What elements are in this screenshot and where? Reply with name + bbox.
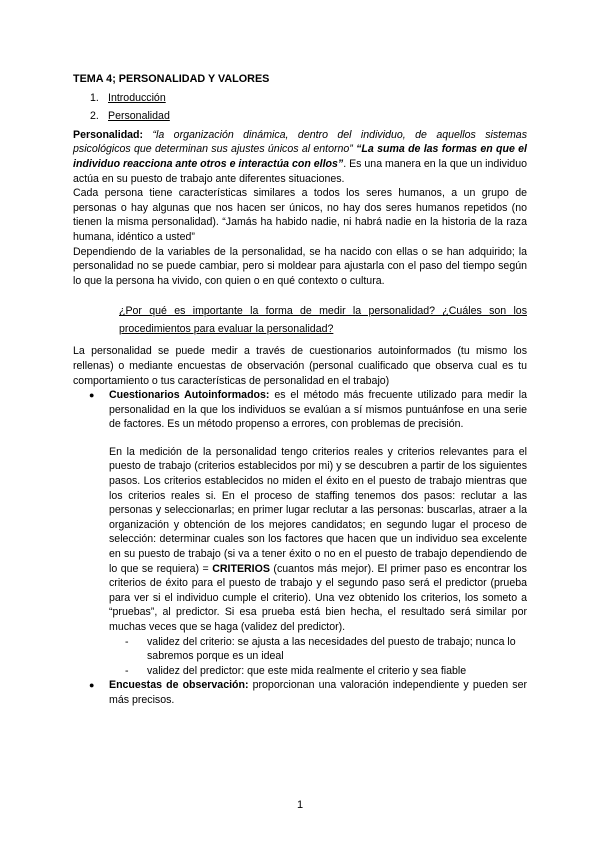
list-item (73, 678, 527, 707)
table-of-contents (73, 91, 527, 124)
list-item (73, 388, 527, 678)
measure-paragraph: La personalidad se puede medir a través de cuestionarios autoinformados (tu mismo los rellenas) o mediante encuestas de observación (personal cualificado que observa cual es tu comportamiento o tus características de personalidad en el trabajo) (73, 345, 527, 387)
validity-list (109, 635, 527, 679)
definition-paragraph (73, 128, 527, 186)
bullet-icon: ● (89, 680, 95, 691)
dash-icon: - (125, 664, 129, 677)
definition-term: Personalidad: (73, 128, 144, 141)
bullet-label: Cuestionarios Autoinformados: (109, 389, 270, 402)
variables-paragraph: Dependiendo de la variables de la personalidad, se ha nacido con ellas o se han adquirido; la personalidad no se puede cambiar, pero si moldear para ajustarla con el paso del tiempo según lo que la persona ha vivido, con quien o en qué contexto o cultura. (73, 245, 527, 287)
toc-number: 2. (90, 110, 99, 123)
toc-item (90, 91, 527, 106)
definition-quote-italic: “la organización dinámica, dentro del individuo, de aquellos sistemas psicológicos que determinan sus ajustes únicos al entorno” (73, 128, 527, 156)
toc-label: Personalidad (108, 110, 170, 123)
definition-quote-bold: “La suma de las formas en que el individuo reacciona ante otros e interactúa con ellos” (73, 143, 527, 170)
criteria-text-before: En la medición de la personalidad tengo criterios reales y criterios relevantes para el puesto de trabajo (criterios establecidos por mi) y se descubren a partir de los siguientes pasos. Los criterios establecidos no miden el éxito en el puesto de trabajo mientras que los criterios reales si. En el proceso de staffing tenemos dos pasos: reclutar a las personas y seleccionarlas; en primer lugar reclutar a las personas: buscarlas, atraer a la organización y obtención de los mejores candidatos; en segundo lugar el proceso de selección: determinar cuales son los factores que hacen que un individuo sea excelente en su puesto de trabajo (si va a tener éxito o no en el puesto de trabajo dependiendo de lo que se requiera) = (109, 445, 527, 575)
toc-number: 1. (90, 91, 99, 104)
section-question: ¿Por qué es importante la forma de medir la personalidad? ¿Cuáles son los procedimientos para evaluar la personalidad? (119, 305, 527, 336)
bullet-label: Encuestas de observación: (109, 679, 249, 692)
toc-label: Introducción (108, 91, 166, 104)
page-title: TEMA 4; PERSONALIDAD Y VALORES (73, 73, 270, 85)
criteria-bold: CRITERIOS (212, 562, 270, 575)
bullet-text: proporcionan una valoración independiente y pueden ser más precisos. (109, 679, 527, 706)
document-page (73, 72, 527, 708)
uniqueness-paragraph: Cada persona tiene características similares a todos los seres humanos, a un grupo de personas o hay algunas que nos hacen ser únicos, no hay dos seres humanos repetidos (no tienen la misma personalidad). “Jamás ha habido nadie, ni habrá nadie en la historia de la raza humana, idéntico a usted” (73, 187, 527, 243)
criteria-paragraph (109, 445, 527, 635)
dash-icon: - (125, 635, 129, 648)
bullet-icon: ● (89, 390, 95, 401)
list-item (123, 635, 527, 664)
toc-item (90, 109, 527, 124)
methods-list (73, 388, 527, 707)
page-number: 1 (296, 799, 304, 811)
dash-text: validez del criterio: se ajusta a las necesidades del puesto de trabajo; nunca lo sabremos porque es un ideal (147, 635, 516, 663)
dash-text: validez del predictor: que este mida realmente el criterio y sea fiable (147, 664, 467, 677)
criteria-text-after: (cuantos más mejor). El primer paso es encontrar los criterios de éxito para el puesto de trabajo y el segundo paso será el predictor (prueba para ver si el individuo cumple el criterio). Una vez obtenido los criterios, los someto a “pruebas”, al predictor. Si esa prueba está bien hecha, el resultado será similar por muchas veces que se haga (validez del predictor). (109, 562, 527, 633)
list-item (123, 664, 527, 679)
bullet-text: es el método más frecuente utilizado para medir la personalidad en la que los individuos se evalúan a sí mismos puntuánfose en una serie de factores. Es un método propenso a errores, con problemas de precisión. (109, 389, 527, 431)
definition-rest: . Es una manera en la que un individuo actúa en su puesto de trabajo ante diferentes situaciones. (73, 157, 527, 185)
